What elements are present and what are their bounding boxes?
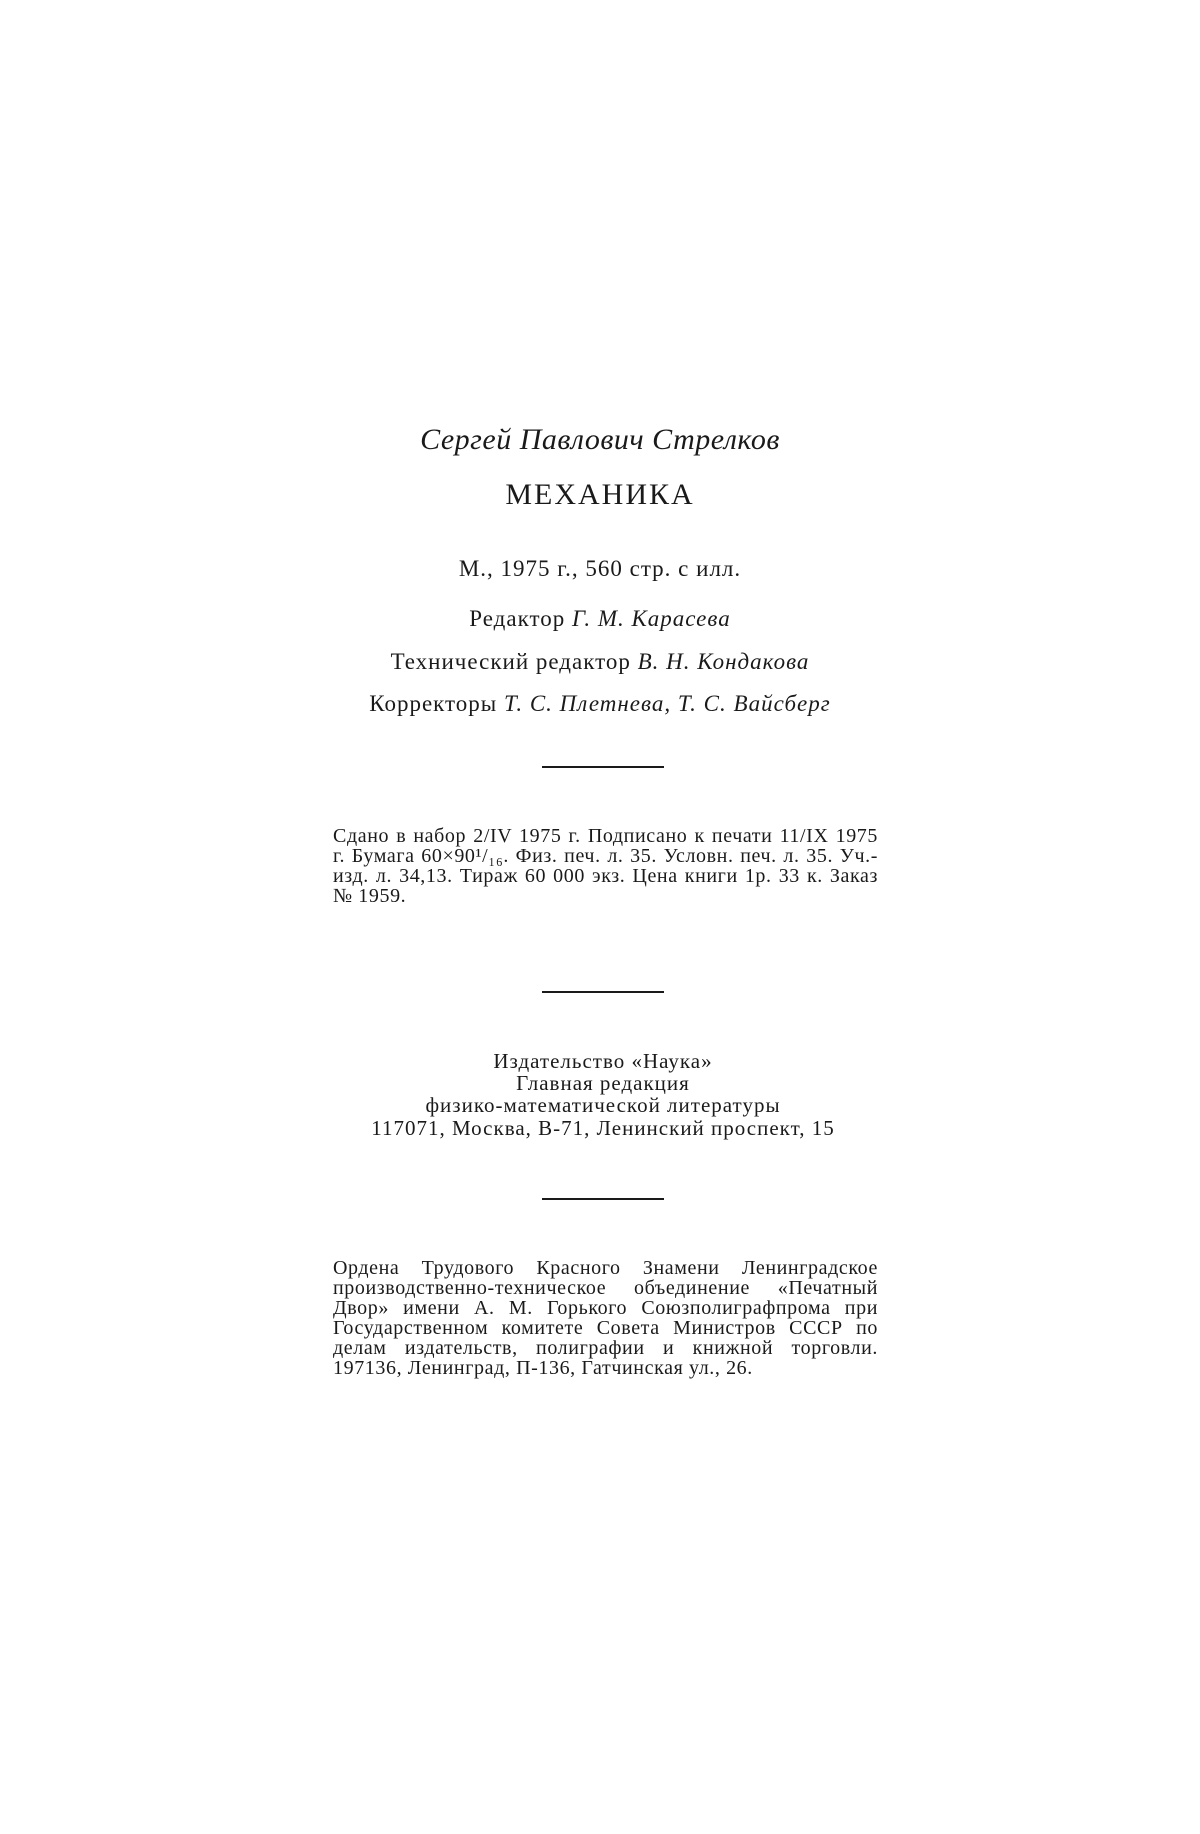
- credit-role: Корректоры: [369, 691, 498, 716]
- publisher-name: Издательство «Наука»: [493, 1049, 713, 1073]
- imprint-line: М., 1975 г., 560 стр. с илл.: [458, 556, 742, 581]
- credit-names: Т. С. Плетнева, Т. С. Вайсберг: [503, 691, 831, 716]
- book-title: МЕХАНИКА: [505, 478, 695, 511]
- divider-rule: [542, 766, 664, 768]
- publisher-department-subject: физико-математической литературы: [425, 1093, 781, 1117]
- technical-editor-credit: [0, 649, 1200, 675]
- editor-credit: [0, 606, 1200, 632]
- credit-role: Редактор: [469, 606, 566, 631]
- divider-rule: [542, 1198, 664, 1200]
- divider-rule: [542, 991, 664, 993]
- print-info-paragraph: Сдано в набор 2/IV 1975 г. Подписано к печати 11/IX 1975 г. Бумага 60×90¹/₁₆. Физ. печ. л. 35. Условн. печ. л. 35. Уч.-изд. л. 34,13. Тираж 60 000 экз. Цена книги 1р. 33 к. Заказ № 1959.: [333, 825, 878, 907]
- author-name: Сергей Павлович Стрелков: [420, 423, 780, 456]
- publisher-department: Главная редакция: [516, 1071, 690, 1095]
- publisher-address: 117071, Москва, В-71, Ленинский проспект, 15: [371, 1116, 835, 1140]
- credit-names: В. Н. Кондакова: [637, 649, 810, 674]
- credit-names: Г. М. Карасева: [571, 606, 731, 631]
- credit-role: Технический редактор: [390, 649, 631, 674]
- printer-paragraph: Ордена Трудового Красного Знамени Ленинградское производственно-техническое объединение «Печатный Двор» имени А. М. Горького Союзполиграфпрома при Государственном комитете Совета Министров СССР по делам издательств, полиграфии и книжной торговли. 197136, Ленинград, П-136, Гатчинская ул., 26.: [333, 1257, 878, 1379]
- proofreaders-credit: [0, 691, 1200, 717]
